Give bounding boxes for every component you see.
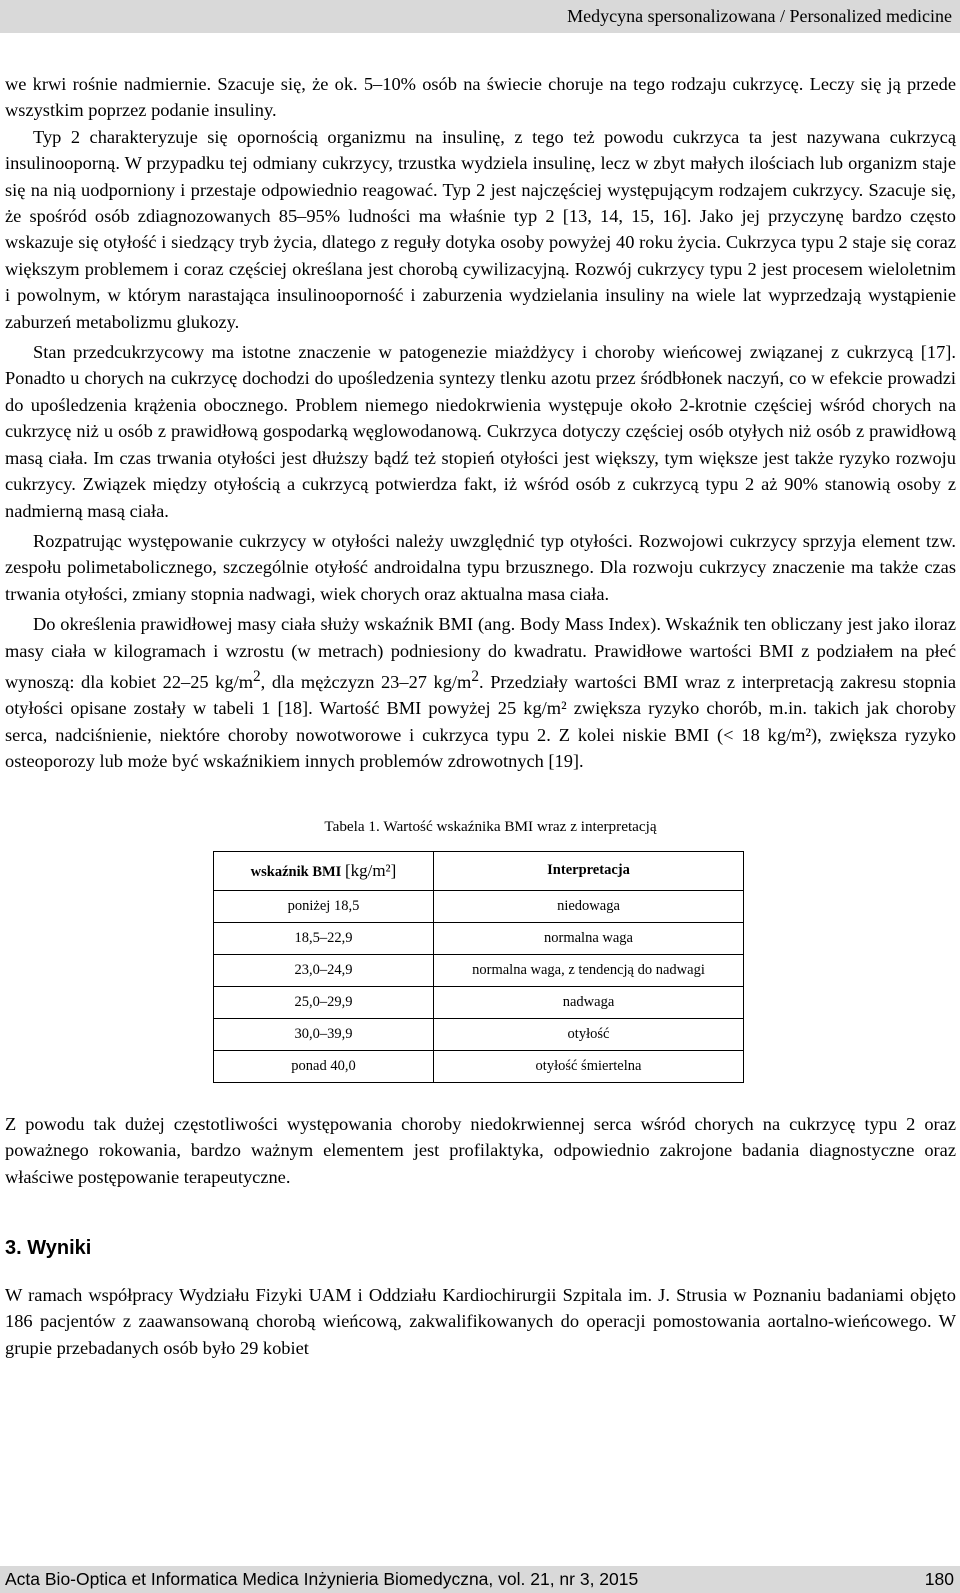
table-caption: Tabela 1. Wartość wskaźnika BMI wraz z interpretacją — [324, 817, 657, 835]
header-bmi-label: wskaźnik BMI — [250, 863, 345, 880]
superscript: 2 — [253, 667, 261, 685]
table-header-row — [214, 851, 744, 890]
bmi-range-cell: 18,5–22,9 — [214, 922, 434, 954]
article-body — [5, 71, 956, 1361]
running-header — [0, 0, 960, 33]
paragraph-4: Rozpatrując występowanie cukrzycy w otyłości należy uwzględnić typ otyłości. Rozwojowi cukrzycy sprzyja element tzw. zespołu polimetabolicznego, szczególnie otyłość androidalna typu brzusznego. Dla rozwoju cukrzycy znaczenie ma także czas trwania otyłości, zmiany stopnia nadwagi, wiek chorych oraz aktualna masa ciała. — [5, 530, 956, 604]
interpretation-cell: normalna waga, z tendencją do nadwagi — [434, 954, 744, 986]
journal-citation: Acta Bio-Optica et Informatica Medica Inżynieria Biomedyczna, vol. 21, nr 3, 2015 — [5, 1569, 639, 1589]
paragraph-2: Typ 2 charakteryzuje się opornością organizmu na insulinę, z tego też powodu cukrzyca ta jest nazywana cukrzycą insulinooporną. W przypadku tej odmiany cukrzycy, trzustka wydziela insulinę, lecz w zbyt małych ilościach lub organizm staje się na nią uodporniony i przestaje odpowiednio reagować. Typ 2 jest najczęściej występującym rodzajem cukrzycy. Szacuje się, że spośród osób zdiagnozowanych 85–95% ludności ma właśnie typ 2 [13, 14, 15, 16]. Jako jej przyczynę bardzo często wskazuje się otyłość i siedzący tryb życia, dlatego z reguły dotyka osoby powyżej 40 roku życia. Cukrzyca typu 2 staje się coraz większym problemem i coraz częściej określana jest chorobą cywilizacyjną. Rozwój cukrzycy typu 2 jest procesem wieloletnim i powolnym, w którym narastająca insulinooporność i zaburzenia wydzielania insuliny na wiele lat wyprzedzają wystąpienie zaburzeń metabolizmu glukozy. — [5, 126, 956, 332]
interpretation-cell: nadwaga — [434, 986, 744, 1018]
interpretation-cell: normalna waga — [434, 922, 744, 954]
page-number: 180 — [924, 1569, 954, 1589]
paragraph-3: Stan przedcukrzycowy ma istotne znaczenie w patogenezie miażdżycy i choroby wieńcowej związanej z cukrzycą [17]. Ponadto u chorych na cukrzycę dochodzi do upośledzenia syntezy tlenku azotu przez śródbłonek naczyń, co w efekcie prowadzi do upośledzenia krążenia obocznego. Problem niemego niedokrwienia występuje około 2-krotnie częściej wśród chorych na cukrzycę niż u osób z prawidłową gospodarką węglowodanową. Cukrzyca dotyczy częściej osób otyłych niż osób z prawidłową masą ciała. Im czas trwania otyłości jest dłuższy bądź też stopień otyłości jest większy, tym większe jest także ryzyko rozwoju cukrzycy. Związek między otyłością a cukrzycą potwierdza fakt, iż wśród osób z cukrzycą typu 2 aż 90% stanowią osoby z nadmierną masą ciała. — [5, 342, 956, 521]
table-header-bmi — [214, 851, 434, 890]
paragraph-5-part-c: . Przedziały wartości BMI wraz z interpretacją zakresu stopnia otyłości opisane zostały w tabeli 1 [18]. Wartość BMI powyżej 25 kg/m² zwiększa ryzyko chorób, m.in. takich jak choroby serca, nadciśnienie, niektóre choroby nowotworowe i cukrzyca typu 2. Z kolei niskie BMI (< 18 kg/m²), zwiększa ryzyko osteoporozy lub może być wskaźnikiem innych problemów zdrowotnych [19]. — [5, 672, 956, 772]
paragraph-5-part-a: Do określenia prawidłowej masy ciała służy wskaźnik BMI (ang. Body Mass Index). Wskaźnik ten obliczany jest jako iloraz masy ciała w kilogramach i wzrostu (w metrach) podniesiony do kwadratu. Prawidłowe wartości BMI z podziałem na płeć wynoszą: dla kobiet 22–25 kg/m — [5, 614, 956, 693]
interpretation-cell: otyłość — [434, 1018, 744, 1050]
interpretation-cell: otyłość śmiertelna — [434, 1050, 744, 1082]
section-heading: 3. Wyniki — [5, 1236, 92, 1259]
bmi-range-cell: 25,0–29,9 — [214, 986, 434, 1018]
table-row — [214, 954, 744, 986]
bmi-range-cell: 30,0–39,9 — [214, 1018, 434, 1050]
table-row — [214, 986, 744, 1018]
bmi-table — [213, 851, 744, 1083]
paragraph-1: we krwi rośnie nadmiernie. Szacuje się, że ok. 5–10% osób na świecie choruje na tego rodzaju cukrzycę. Leczy się ją przede wszystkim poprzez podanie insuliny. — [5, 74, 956, 121]
paragraph-5 — [5, 611, 956, 775]
bmi-range-cell: poniżej 18,5 — [214, 890, 434, 922]
superscript: 2 — [471, 667, 480, 685]
paragraph-5-part-b: , dla mężczyzn 23–27 kg/m — [260, 672, 472, 693]
bmi-range-cell: ponad 40,0 — [214, 1050, 434, 1082]
table-row — [214, 1018, 744, 1050]
running-footer — [0, 1566, 960, 1593]
table-header-interpretation: Interpretacja — [434, 851, 744, 890]
table-row — [214, 890, 744, 922]
paragraph-6: Z powodu tak dużej częstotliwości występowania choroby niedokrwiennej serca wśród chorych na cukrzycę typu 2 oraz poważnego rokowania, bardzo ważnym elementem jest profilaktyka, odpowiednio zakrojone badania diagnostyczne oraz właściwe postępowanie terapeutyczne. — [5, 1113, 956, 1187]
header-bmi-unit: [kg/m²] — [344, 860, 397, 880]
table-row — [214, 1050, 744, 1082]
table-row — [214, 922, 744, 954]
bmi-range-cell: 23,0–24,9 — [214, 954, 434, 986]
running-title: Medycyna spersonalizowana / Personalized medicine — [567, 6, 952, 26]
interpretation-cell: niedowaga — [434, 890, 744, 922]
paragraph-7: W ramach współpracy Wydziału Fizyki UAM i Oddziału Kardiochirurgii Szpitala im. J. Strusia w Poznaniu badaniami objęto 186 pacjentów z zaawansowaną chorobą wieńcową, zakwalifikowanych do operacji pomostowania aortalno-wieńcowego. W grupie przebadanych osób było 29 kobiet — [5, 1284, 956, 1358]
